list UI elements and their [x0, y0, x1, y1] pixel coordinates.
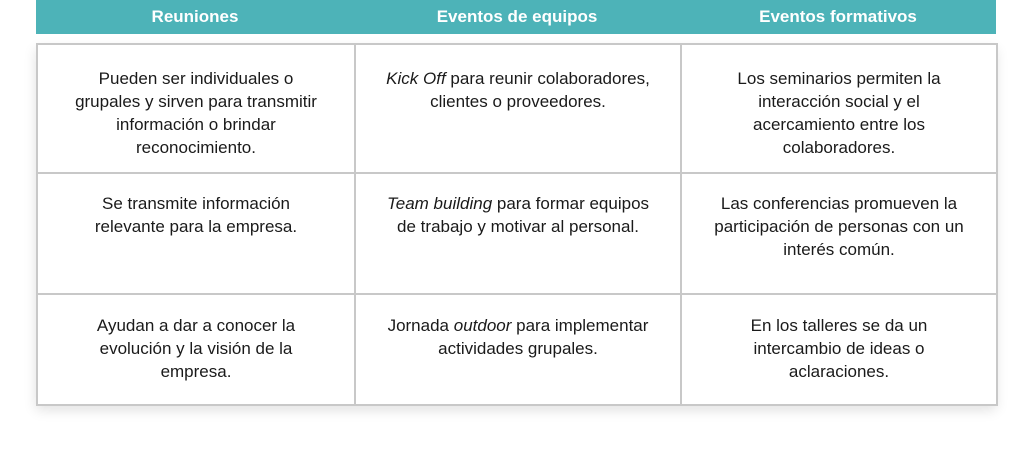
cell-text: para implementar actividades grupales.: [438, 316, 649, 358]
cell-reuniones-2: [37, 173, 355, 294]
cell-text-italic: outdoor: [453, 316, 512, 335]
cell-equipos-2: [355, 173, 681, 294]
cell-text-italic: Team building: [386, 194, 493, 213]
cell-formativos-2: [681, 173, 997, 294]
cell-text: para formar equipos de trabajo y motivar al personal.: [397, 194, 650, 236]
cell-text: Jornada: [387, 316, 454, 335]
cell-text: Ayudan a dar a conocer la evolución y la visión de la empresa.: [96, 316, 296, 381]
cell-equipos-1: [355, 44, 681, 173]
cell-reuniones-3: [37, 294, 355, 405]
cell-text: Pueden ser individuales o grupales y sirven para transmitir información o brindar reconocimiento.: [75, 69, 317, 157]
cell-text: Los seminarios permiten la interacción social y el acercamiento entre los colaboradores.: [737, 69, 941, 157]
cell-equipos-3: [355, 294, 681, 405]
cell-formativos-1: [681, 44, 997, 173]
table-row: [37, 294, 997, 405]
cell-reuniones-1: [37, 44, 355, 173]
cell-text: En los talleres se da un intercambio de ideas o aclaraciones.: [750, 316, 928, 381]
cell-text: para reunir colaboradores, clientes o proveedores.: [430, 69, 650, 111]
events-table: [36, 43, 996, 404]
table-row: [37, 173, 997, 294]
table-row: [37, 44, 997, 173]
cell-text: Las conferencias promueven la participación de personas con un interés común.: [714, 194, 964, 259]
header-reuniones: Reuniones: [151, 7, 239, 26]
header-eventos-formativos: Eventos formativos: [759, 7, 917, 26]
header-eventos-de-equipos: Eventos de equipos: [436, 7, 598, 26]
cell-formativos-3: [681, 294, 997, 405]
cell-text-italic: Kick Off: [386, 69, 446, 88]
table-header: [36, 0, 996, 34]
cell-text: Se transmite información relevante para la empresa.: [94, 194, 298, 236]
